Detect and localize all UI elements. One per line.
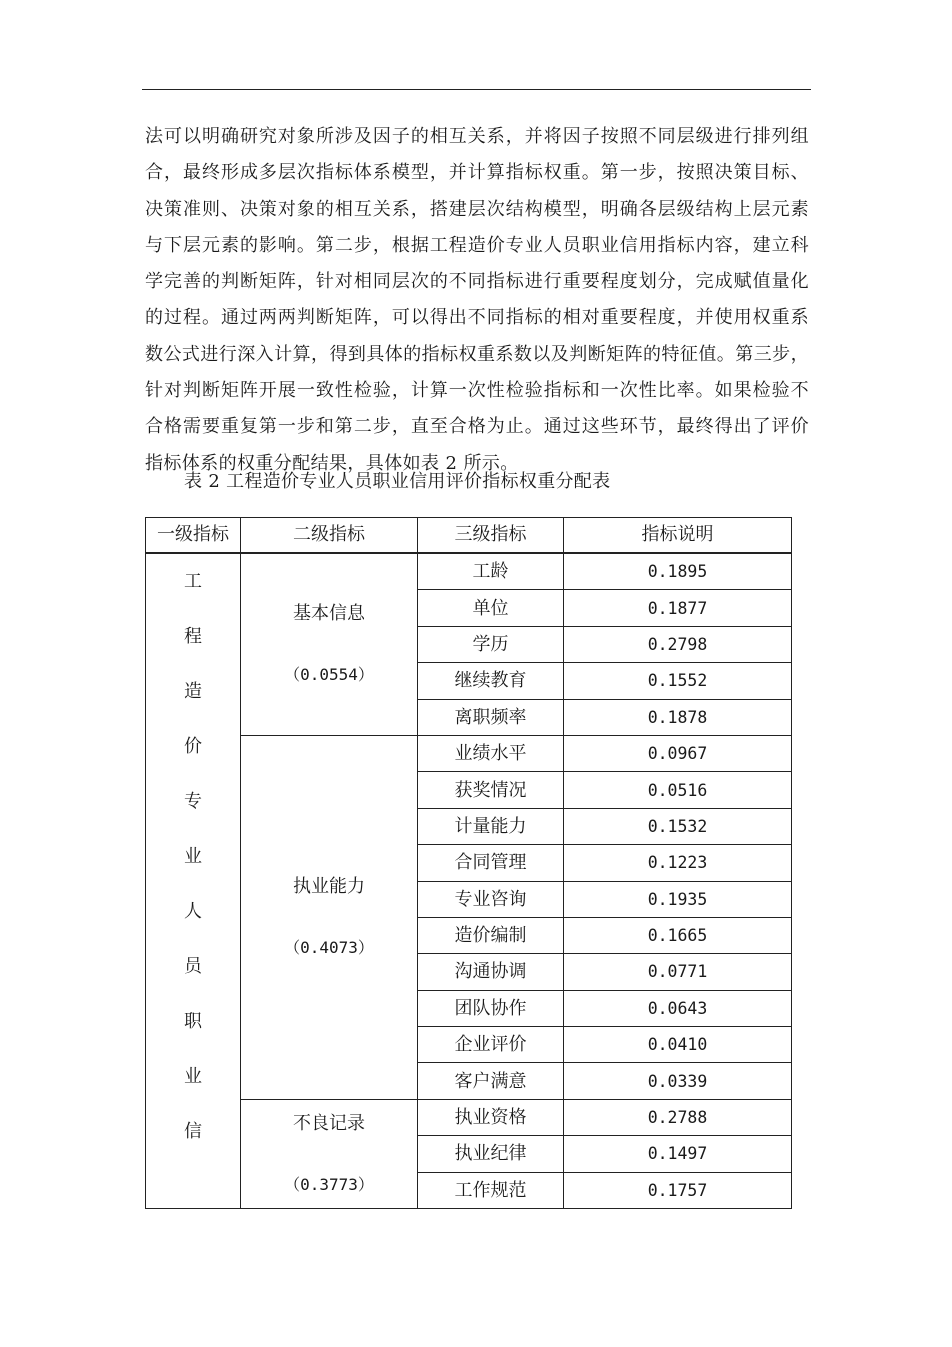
paragraph-line: 合格需要重复第一步和第二步，直至合格为止。通过这些环节，最终得出了评价	[145, 416, 809, 438]
header-level1: 一级指标	[146, 518, 241, 554]
level2-name: 基本信息	[293, 603, 365, 625]
weight-value: 0.1757	[564, 1172, 792, 1208]
level3-name: 团队协作	[418, 990, 564, 1026]
header-rule	[142, 89, 811, 90]
level2-cell	[241, 1099, 418, 1208]
level3-name: 计量能力	[418, 808, 564, 844]
paragraph-line: 法可以明确研究对象所涉及因子的相互关系，并将因子按照不同层级进行排列组	[145, 126, 809, 147]
level2-name: 执业能力	[293, 876, 365, 898]
level1-char: 业	[184, 1066, 202, 1087]
level1-char: 专	[184, 791, 202, 812]
paragraph-line: 学完善的判断矩阵，针对相同层次的不同指标进行重要程度划分，完成赋值量化	[145, 271, 809, 293]
header-level3: 三级指标	[418, 518, 564, 554]
paragraph-line: 指标体系的权重分配结果，具体如表 2 所示。	[145, 452, 519, 474]
weight-value: 0.1878	[564, 699, 792, 735]
level2-cell	[241, 553, 418, 735]
table-caption: 表 2 工程造价专业人员职业信用评价指标权重分配表	[184, 471, 611, 492]
level2-cell	[241, 735, 418, 1099]
level3-name: 企业评价	[418, 1027, 564, 1063]
level3-name: 单位	[418, 590, 564, 626]
weight-value: 0.1935	[564, 881, 792, 917]
weight-value: 0.0643	[564, 990, 792, 1026]
level3-name: 工作规范	[418, 1172, 564, 1208]
weight-value: 0.1665	[564, 917, 792, 953]
weight-value: 0.0771	[564, 954, 792, 990]
weight-value: 0.1895	[564, 553, 792, 590]
level3-name: 学历	[418, 626, 564, 662]
weight-value: 0.1532	[564, 808, 792, 844]
paragraph-line: 的过程。通过两两判断矩阵，可以得出不同指标的相对重要程度，并使用权重系	[145, 307, 809, 329]
level3-name: 客户满意	[418, 1063, 564, 1099]
level3-name: 专业咨询	[418, 881, 564, 917]
table-row	[146, 735, 792, 771]
body-paragraph	[145, 119, 809, 482]
paragraph-line: 针对判断矩阵开展一致性检验，计算一次性检验指标和一次性比率。如果检验不	[145, 380, 809, 402]
level2-weight: （0.3773）	[284, 1174, 374, 1194]
level3-name: 业绩水平	[418, 735, 564, 771]
level3-name: 执业资格	[418, 1099, 564, 1135]
level1-char: 信	[184, 1121, 202, 1142]
level3-name: 工龄	[418, 553, 564, 590]
paragraph-line: 合，最终形成多层次指标体系模型，并计算指标权重。第一步，按照决策目标、	[145, 162, 809, 184]
level1-char: 职	[184, 1011, 202, 1032]
weight-value: 0.1497	[564, 1136, 792, 1172]
weight-table	[145, 517, 792, 1209]
level1-char: 造	[184, 681, 202, 702]
level1-char: 员	[184, 956, 202, 977]
paragraph-line: 与下层元素的影响。第二步，根据工程造价专业人员职业信用指标内容，建立科	[145, 234, 809, 256]
level2-weight: （0.0554）	[284, 665, 374, 685]
weight-value: 0.1552	[564, 663, 792, 699]
level1-char: 价	[184, 736, 202, 757]
weight-value: 0.0410	[564, 1027, 792, 1063]
level1-char: 人	[184, 901, 202, 922]
level3-name: 执业纪律	[418, 1136, 564, 1172]
header-level2: 二级指标	[241, 518, 418, 554]
table-row	[146, 1099, 792, 1135]
weight-value: 0.0339	[564, 1063, 792, 1099]
table-header-row	[146, 518, 792, 554]
table-row	[146, 553, 792, 590]
level3-name: 造价编制	[418, 917, 564, 953]
weight-value: 0.0516	[564, 772, 792, 808]
level2-name: 不良记录	[293, 1112, 365, 1134]
level3-name: 离职频率	[418, 699, 564, 735]
level1-char: 程	[184, 626, 202, 647]
weight-value: 0.1877	[564, 590, 792, 626]
level2-weight: （0.4073）	[284, 938, 374, 958]
level3-name: 继续教育	[418, 663, 564, 699]
header-description: 指标说明	[564, 518, 792, 554]
level1-char: 工	[184, 571, 202, 592]
paragraph-line: 数公式进行深入计算，得到具体的指标权重系数以及判断矩阵的特征值。第三步，	[145, 343, 809, 365]
weight-value: 0.0967	[564, 735, 792, 771]
level1-char: 业	[184, 846, 202, 867]
weight-value: 0.2788	[564, 1099, 792, 1135]
paragraph-line: 决策准则、决策对象的相互关系，搭建层次结构模型，明确各层级结构上层元素	[145, 198, 809, 220]
level3-name: 合同管理	[418, 845, 564, 881]
level1-cell	[146, 553, 241, 1209]
level3-name: 获奖情况	[418, 772, 564, 808]
level3-name: 沟通协调	[418, 954, 564, 990]
weight-value: 0.1223	[564, 845, 792, 881]
weight-value: 0.2798	[564, 626, 792, 662]
